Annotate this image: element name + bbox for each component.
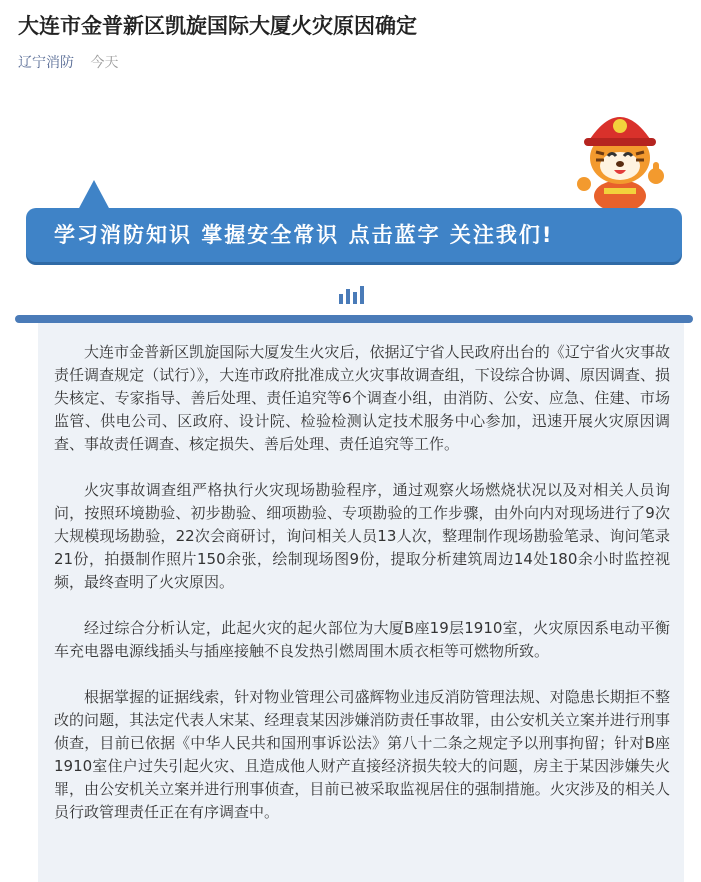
article-body	[38, 323, 684, 882]
paragraph: 根据掌握的证据线索，针对物业管理公司盛辉物业违反消防管理法规、对隐患长期拒不整改的问题，其法定代表人宋某、经理袁某因涉嫌消防责任事故罪，由公安机关立案并进行刑事侦查，目前已依据《中华人民共和国刑事诉讼法》第八十二条之规定予以刑事拘留；针对B座1910室住户过失引起火灾、且造成他人财产直接经济损失较大的问题，房主于某因涉嫌失火罪，由公安机关立案并进行刑事侦查，目前已被采取监视居住的强制措施。火灾涉及的相关人员行政管理责任正在有序调查中。	[54, 688, 670, 821]
paragraph: 火灾事故调查组严格执行火灾现场勘验程序，通过观察火场燃烧状况以及对相关人员询问，按照环境勘验、初步勘验、细项勘验、专项勘验的工作步骤，由外向内对现场进行了9次大规模现场勘验，22次会商研讨，询问相关人员13人次，整理制作现场勘验笔录、询问笔录21份，拍摄制作照片150余张，绘制现场图9份，提取分析建筑周边14处180余小时监控视频，最终查明了火灾原因。	[54, 481, 670, 591]
article-meta	[18, 54, 118, 72]
banner-tail	[78, 180, 110, 210]
banner-slogan: 学习消防知识 掌握安全常识 点击蓝字 关注我们!	[54, 223, 554, 247]
paragraph: 大连市金普新区凯旋国际大厦发生火灾后，依据辽宁省人民政府出台的《辽宁省火灾事故责任调查规定（试行）》，大连市政府批准成立火灾事故调查组，下设综合协调、原因调查、损失核定、专家指导、善后处理、责任追究等6个调查小组，由消防、公安、应急、住建、市场监管、供电公司、区政府、设计院、检验检测认定技术服务中心参加，迅速开展火灾原因调查、事故责任调查、核定损失、善后处理、责任追究等工作。	[54, 343, 670, 453]
paragraph: 经过综合分析认定，此起火灾的起火部位为大厦B座19层1910室，火灾原因系电动平衡车充电器电源线插头与插座接触不良发热引燃周围木质衣柜等可燃物所致。	[54, 619, 670, 660]
article-title: 大连市金普新区凯旋国际大厦火灾原因确定	[18, 14, 417, 38]
firefighter-tiger-mascot-icon	[570, 96, 670, 216]
author-link[interactable]: 辽宁消防	[18, 55, 74, 71]
section-divider	[15, 315, 693, 323]
bar-signal-icon	[339, 286, 371, 304]
publish-time: 今天	[90, 55, 119, 71]
